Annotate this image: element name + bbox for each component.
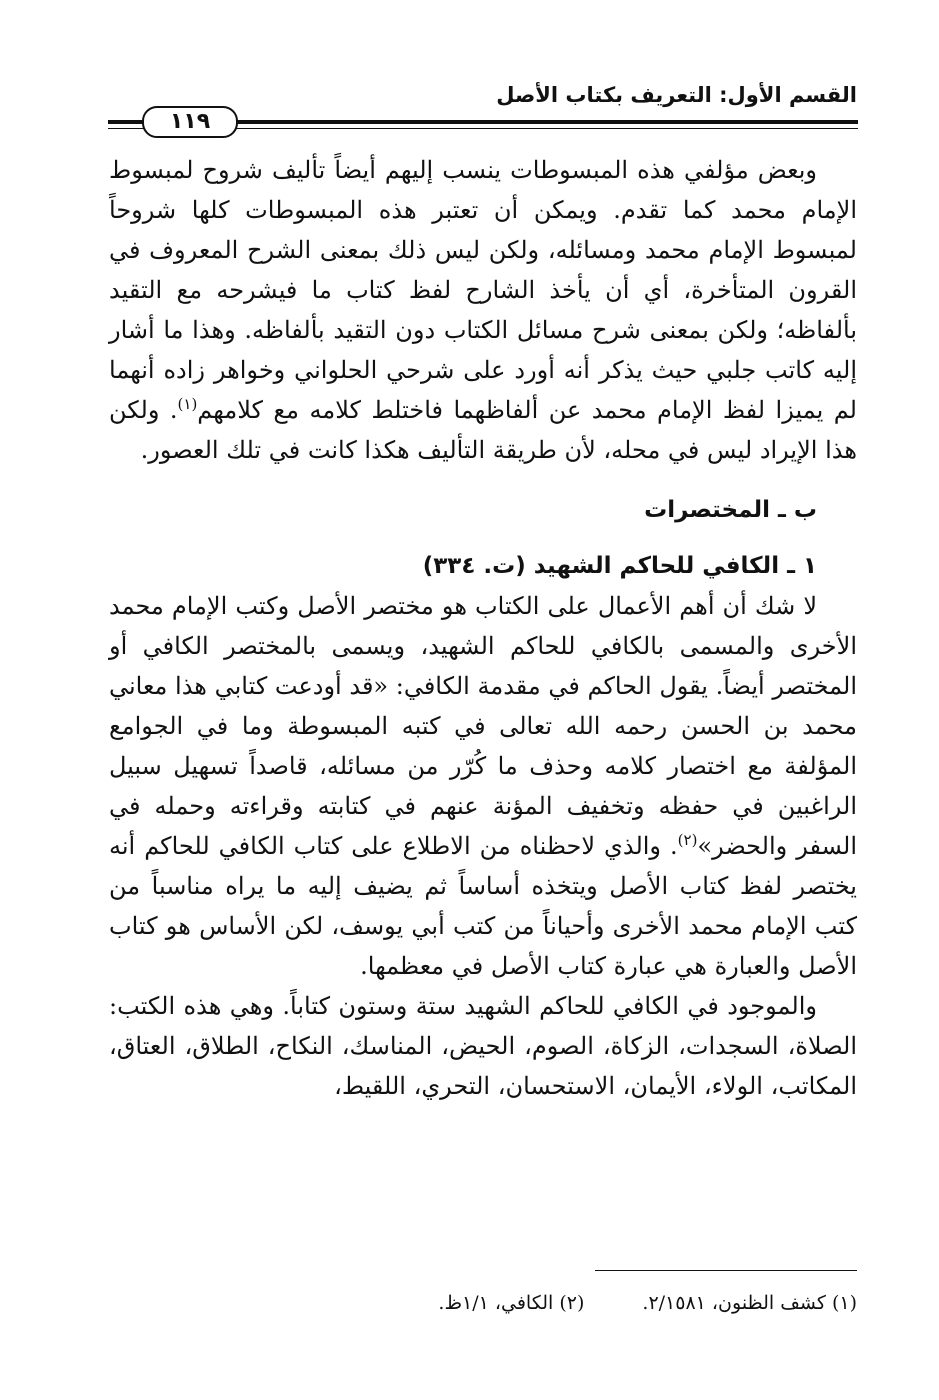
footnote-reference[interactable]: (١) xyxy=(177,395,198,413)
paragraph xyxy=(109,586,857,986)
paragraph: والموجود في الكافي للحاكم الشهيد ستة وستون كتاباً. وهي هذه الكتب: الصلاة، السجدات، الزكاة، الصوم، الحيض، المناسك، النكاح، الطلاق، العتاق، المكاتب، الولاء، الأيمان، الاستحسان، التحري، اللقيط، xyxy=(109,992,857,1100)
running-title: القسم الأول: التعريف بكتاب الأصل xyxy=(496,83,857,107)
paragraph-text: وبعض مؤلفي هذه المبسوطات ينسب إليهم أيضاً تأليف شروح لمبسوط الإمام محمد كما تقدم. ويمكن أن تعتبر هذه المبسوطات كلها شروحاً لمبسوط الإمام محمد ومسائله، ولكن ليس ذلك بمعنى الشرح المعروف في القرون المتأخرة، أي أن يأخذ الشارح لفظ كتاب ما فيشرحه مع التقيد بألفاظه؛ ولكن بمعنى شرح مسائل الكتاب دون التقيد بألفاظه. وهذا ما أشار إليه كاتب جلبي حيث يذكر أنه أورد على شرحي الحلواني وخواهر زاده أنهما لم يميزا لفظ الإمام محمد عن ألفاظهما فاختلط كلامه مع كلامهم xyxy=(109,156,857,424)
main-text xyxy=(109,150,857,1106)
paragraph-text-continued: . والذي لاحظناه من الاطلاع على كتاب الكافي للحاكم أنه يختصر لفظ كتاب الأصل ويتخذه أساساً ثم يضيف إليه ما يراه مناسباً من كتب الإمام محمد الأخرى وأحياناً من كتب أبي يوسف، لكن الأساس هو كتاب الأصل والعبارة هي عبارة كتاب الأصل في معظمها. xyxy=(109,832,857,980)
section-heading: ب ـ المختصرات xyxy=(644,497,817,523)
paragraph-text: لا شك أن أهم الأعمال على الكتاب هو مختصر الأصل وكتب الإمام محمد الأخرى والمسمى بالكافي للحاكم الشهيد، ويسمى بالمختصر الكافي أو المختصر أيضاً. يقول الحاكم في مقدمة الكافي: «قد أودعت كتابي هذا معاني محمد بن الحسن رحمه الله تعالى في كتبه المبسوطة وما في الجوامع المؤلفة مع اختصار كلامه وحذف ما كُرّر من مسائله، قاصداً تسهيل سبيل الراغبين في حفظه وتخفيف المؤنة عنهم في كتابته وقراءته وحمله في السفر والحضر» xyxy=(108,592,857,860)
footnotes xyxy=(109,1288,857,1318)
footnote-separator xyxy=(595,1270,857,1271)
footnote-2: (٢) الكافي، ١/١ظ. xyxy=(438,1292,585,1314)
paragraph-text-continued: . ولكن هذا الإيراد ليس في محله، لأن طريقة التأليف هكذا كانت في تلك العصور. xyxy=(109,396,857,464)
paragraph xyxy=(109,150,857,470)
page-number: ١١٩ xyxy=(142,106,238,138)
footnote-1: (١) كشف الظنون، ٢/١٥٨١. xyxy=(642,1292,857,1314)
footnote-reference[interactable]: (٢) xyxy=(677,831,698,849)
subsection-heading: ١ ـ الكافي للحاكم الشهيد (ت. ٣٣٤) xyxy=(422,553,817,579)
